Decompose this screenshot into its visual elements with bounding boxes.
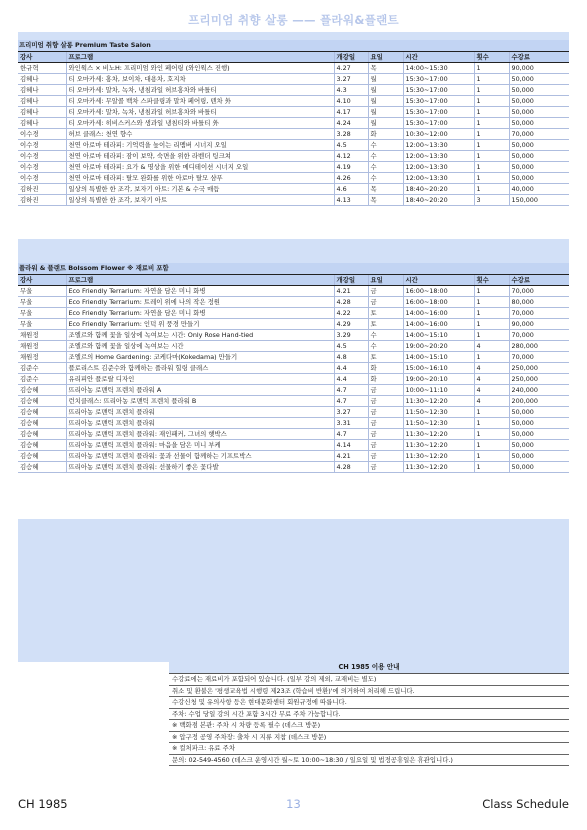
cell-start-date: 4.27	[334, 63, 368, 74]
info-line: ※ 압구정 공영 주차장: 출차 시 지류 지참 (데스크 방문)	[169, 732, 569, 744]
cell-sessions: 1	[474, 74, 509, 85]
cell-sessions: 1	[474, 297, 509, 308]
cell-instructor: 김하진	[18, 195, 66, 206]
table-row	[18, 352, 569, 363]
cell-sessions: 1	[474, 319, 509, 330]
cell-time: 11:30~12:20	[403, 429, 474, 440]
cell-fee: 90,000	[509, 63, 569, 74]
cell-start-date: 4.7	[334, 385, 368, 396]
cell-instructor: 무울	[18, 319, 66, 330]
cell-fee: 50,000	[509, 118, 569, 129]
col-day: 요일	[368, 52, 403, 63]
cell-day: 수	[368, 151, 403, 162]
cell-program: 티 오마카세: 무알콜 백차 스파클링과 말차 페어링, 텐차 外	[66, 96, 334, 107]
col-sessions: 횟수	[474, 275, 509, 286]
cell-instructor: 이수경	[18, 173, 66, 184]
cell-program: Eco Friendly Terrarium: 자연을 담은 미니 화병	[66, 286, 334, 297]
cell-sessions: 1	[474, 407, 509, 418]
cell-instructor: 김승혜	[18, 440, 66, 451]
cell-fee: 50,000	[509, 173, 569, 184]
cell-instructor: 김준수	[18, 363, 66, 374]
cell-time: 15:30~17:00	[403, 96, 474, 107]
cell-sessions: 1	[474, 184, 509, 195]
cell-start-date: 4.19	[334, 162, 368, 173]
cell-instructor: 채원정	[18, 330, 66, 341]
cell-day: 수	[368, 173, 403, 184]
footer-brand: CH 1985	[18, 797, 68, 811]
cell-program: 뜨리아농 로맨틱 프렌치 플라워: 선물하기 좋은 꽃다발	[66, 462, 334, 473]
cell-time: 11:30~12:20	[403, 462, 474, 473]
schedule-table	[18, 274, 569, 473]
cell-program: 플로리스트 김준수와 함께하는 플라워 힐링 클래스	[66, 363, 334, 374]
col-program: 프로그램	[66, 52, 334, 63]
cell-time: 11:30~12:20	[403, 396, 474, 407]
info-line: 취소 및 환불은 '평생교육법 시행령 제23조 (학습비 반환)'에 의거하여 처리해 드립니다.	[169, 686, 569, 698]
cell-day: 금	[368, 396, 403, 407]
cell-fee: 250,000	[509, 363, 569, 374]
table-row	[18, 418, 569, 429]
cell-fee: 50,000	[509, 162, 569, 173]
cell-sessions: 1	[474, 451, 509, 462]
cell-day: 수	[368, 341, 403, 352]
cell-start-date: 4.7	[334, 396, 368, 407]
cell-day: 수	[368, 330, 403, 341]
cell-program: 천연 아로마 테라피: 요가 & 명상을 위한 메디테이션 시너지 오일	[66, 162, 334, 173]
cell-program: 허브 클래스: 천연 향수	[66, 129, 334, 140]
cell-day: 토	[368, 352, 403, 363]
table-row	[18, 173, 569, 184]
table-row	[18, 63, 569, 74]
cell-sessions: 1	[474, 63, 509, 74]
cell-instructor: 김승혜	[18, 385, 66, 396]
cell-fee: 50,000	[509, 440, 569, 451]
cell-sessions: 1	[474, 107, 509, 118]
cell-start-date: 4.4	[334, 363, 368, 374]
cell-start-date: 4.26	[334, 173, 368, 184]
cell-instructor: 김혜나	[18, 85, 66, 96]
table-row	[18, 308, 569, 319]
cell-sessions: 1	[474, 129, 509, 140]
cell-fee: 50,000	[509, 451, 569, 462]
table-row	[18, 319, 569, 330]
cell-sessions: 4	[474, 396, 509, 407]
cell-day: 토	[368, 308, 403, 319]
cell-instructor: 김혜나	[18, 118, 66, 129]
cell-fee: 70,000	[509, 330, 569, 341]
band-top	[18, 32, 569, 40]
cell-instructor: 김승혜	[18, 429, 66, 440]
info-line: ※ 백화점 본관: 주차 시 차량 등록 필수 (데스크 방문)	[169, 720, 569, 732]
cell-start-date: 3.31	[334, 418, 368, 429]
cell-day: 화	[368, 363, 403, 374]
cell-start-date: 4.21	[334, 286, 368, 297]
cell-time: 14:00~16:00	[403, 319, 474, 330]
cell-time: 14:00~15:10	[403, 352, 474, 363]
cell-program: Eco Friendly Terrarium: 트레이 위에 나의 작은 정원	[66, 297, 334, 308]
table-row	[18, 96, 569, 107]
cell-instructor: 무울	[18, 286, 66, 297]
cell-day: 토	[368, 319, 403, 330]
cell-program: 뜨리아농 로맨틱 프렌치 플라워: 꽃과 선물이 함께하는 기프트박스	[66, 451, 334, 462]
col-instructor: 강사	[18, 275, 66, 286]
cell-instructor: 김준수	[18, 374, 66, 385]
cell-instructor: 무울	[18, 297, 66, 308]
cell-instructor: 한규혁	[18, 63, 66, 74]
cell-time: 10:30~12:00	[403, 129, 474, 140]
col-sessions: 횟수	[474, 52, 509, 63]
cell-time: 12:00~13:30	[403, 140, 474, 151]
cell-start-date: 4.10	[334, 96, 368, 107]
table-row	[18, 85, 569, 96]
cell-instructor: 채원정	[18, 352, 66, 363]
cell-instructor: 김승혜	[18, 396, 66, 407]
col-program: 프로그램	[66, 275, 334, 286]
cell-program: Eco Friendly Terrarium: 인덕 위 풍경 만들기	[66, 319, 334, 330]
cell-time: 16:00~18:00	[403, 286, 474, 297]
section-premium-taste-salon	[18, 40, 569, 206]
cell-program: 천연 아로마 테라피: 탈모 완화를 위한 아로마 탈모 샴푸	[66, 173, 334, 184]
cell-time: 11:30~12:20	[403, 440, 474, 451]
cell-day: 월	[368, 74, 403, 85]
cell-start-date: 4.4	[334, 374, 368, 385]
cell-start-date: 4.3	[334, 85, 368, 96]
cell-sessions: 1	[474, 440, 509, 451]
cell-day: 금	[368, 418, 403, 429]
info-line: ※ 컬처파크: 유료 주차	[169, 743, 569, 755]
info-title: CH 1985 이용 안내	[169, 662, 569, 674]
cell-instructor: 채원정	[18, 341, 66, 352]
cell-start-date: 4.21	[334, 451, 368, 462]
cell-fee: 240,000	[509, 385, 569, 396]
cell-time: 15:30~17:00	[403, 74, 474, 85]
cell-day: 목	[368, 184, 403, 195]
cell-program: 뜨리아농 로맨틱 프렌치 플라워	[66, 418, 334, 429]
cell-day: 월	[368, 96, 403, 107]
table-row	[18, 107, 569, 118]
col-day: 요일	[368, 275, 403, 286]
cell-instructor: 김승혜	[18, 462, 66, 473]
cell-instructor: 이수경	[18, 162, 66, 173]
section-title: 프리미엄 취향 살롱 Premium Taste Salon	[19, 41, 151, 49]
col-start-date: 개강일	[334, 52, 368, 63]
cell-instructor: 김승혜	[18, 407, 66, 418]
cell-sessions: 1	[474, 330, 509, 341]
table-row	[18, 297, 569, 308]
cell-fee: 50,000	[509, 429, 569, 440]
cell-sessions: 4	[474, 363, 509, 374]
cell-day: 월	[368, 107, 403, 118]
cell-program: 뜨리아농 로맨틱 프렌치 플라워 A	[66, 385, 334, 396]
cell-start-date: 4.12	[334, 151, 368, 162]
header-row	[18, 52, 569, 63]
cell-fee: 50,000	[509, 96, 569, 107]
cell-sessions: 1	[474, 96, 509, 107]
cell-start-date: 4.8	[334, 352, 368, 363]
col-start-date: 개강일	[334, 275, 368, 286]
table-row	[18, 363, 569, 374]
cell-day: 화	[368, 129, 403, 140]
cell-sessions: 1	[474, 151, 509, 162]
info-line: 문의: 02-549-4560 (데스크 운영시간 월~토 10:00~18:30 / 일요일 및 법정공휴일은 휴관입니다.)	[169, 755, 569, 767]
cell-start-date: 4.22	[334, 308, 368, 319]
table-row	[18, 74, 569, 85]
cell-time: 11:30~12:20	[403, 451, 474, 462]
cell-sessions: 1	[474, 308, 509, 319]
cell-instructor: 김혜나	[18, 74, 66, 85]
cell-time: 12:00~13:30	[403, 151, 474, 162]
cell-day: 금	[368, 385, 403, 396]
cell-start-date: 4.17	[334, 107, 368, 118]
col-instructor: 강사	[18, 52, 66, 63]
cell-fee: 50,000	[509, 74, 569, 85]
cell-program: 조엘르와 함께 꽃을 일상에 녹여보는 시간	[66, 341, 334, 352]
cell-instructor: 김혜나	[18, 96, 66, 107]
cell-fee: 150,000	[509, 195, 569, 206]
cell-time: 14:00~15:10	[403, 330, 474, 341]
cell-sessions: 1	[474, 429, 509, 440]
cell-sessions: 1	[474, 462, 509, 473]
cell-time: 15:30~17:00	[403, 85, 474, 96]
info-line: 수강신청 및 유의사항 등은 현대문화센터 회원규정에 따릅니다.	[169, 697, 569, 709]
cell-sessions: 1	[474, 85, 509, 96]
cell-time: 19:00~20:10	[403, 374, 474, 385]
cell-time: 11:50~12:30	[403, 407, 474, 418]
cell-start-date: 4.7	[334, 429, 368, 440]
table-row	[18, 462, 569, 473]
table-row	[18, 195, 569, 206]
cell-time: 11:50~12:30	[403, 418, 474, 429]
cell-sessions: 1	[474, 418, 509, 429]
cell-start-date: 4.5	[334, 140, 368, 151]
cell-sessions: 1	[474, 162, 509, 173]
cell-instructor: 이수경	[18, 140, 66, 151]
cell-sessions: 4	[474, 385, 509, 396]
cell-time: 15:30~17:00	[403, 107, 474, 118]
cell-time: 18:40~20:20	[403, 195, 474, 206]
cell-program: 천연 아로마 테라피: 잠이 보약, 숙면을 위한 라벤더 팅크쳐	[66, 151, 334, 162]
cell-time: 14:00~15:30	[403, 63, 474, 74]
table-row	[18, 440, 569, 451]
info-line: 주차: 수업 당일 강의 시간 포함 3시간 무료 주차 가능합니다.	[169, 709, 569, 721]
cell-day: 금	[368, 451, 403, 462]
cell-fee: 50,000	[509, 151, 569, 162]
cell-time: 19:00~20:20	[403, 341, 474, 352]
cell-program: 유리피안 플로랄 디자인	[66, 374, 334, 385]
cell-fee: 90,000	[509, 319, 569, 330]
col-time: 시간	[403, 275, 474, 286]
band-bottom	[18, 519, 569, 662]
cell-day: 목	[368, 195, 403, 206]
table-row	[18, 407, 569, 418]
cell-instructor: 무울	[18, 308, 66, 319]
cell-day: 화	[368, 374, 403, 385]
cell-sessions: 1	[474, 140, 509, 151]
footer-title: Class Schedule	[482, 797, 569, 811]
cell-fee: 70,000	[509, 308, 569, 319]
cell-instructor: 김혜나	[18, 107, 66, 118]
cell-day: 수	[368, 162, 403, 173]
cell-fee: 40,000	[509, 184, 569, 195]
cell-start-date: 4.13	[334, 195, 368, 206]
cell-program: 일상의 특별한 한 조각, 보자기 아트: 기본 & 수국 매듭	[66, 184, 334, 195]
cell-fee: 70,000	[509, 352, 569, 363]
cell-sessions: 1	[474, 173, 509, 184]
cell-fee: 50,000	[509, 107, 569, 118]
cell-fee: 50,000	[509, 85, 569, 96]
cell-time: 10:00~11:10	[403, 385, 474, 396]
cell-time: 18:40~20:20	[403, 184, 474, 195]
cell-program: 뜨리아농 로맨틱 프렌치 플라워	[66, 407, 334, 418]
cell-sessions: 1	[474, 118, 509, 129]
cell-fee: 50,000	[509, 418, 569, 429]
cell-start-date: 3.28	[334, 129, 368, 140]
table-row	[18, 330, 569, 341]
table-row	[18, 140, 569, 151]
table-row	[18, 451, 569, 462]
usage-info-box	[169, 662, 569, 766]
cell-start-date: 4.6	[334, 184, 368, 195]
band-middle	[18, 239, 569, 263]
page-title: 프리미엄 취향 살롱 —— 플라워&플랜트	[188, 13, 399, 27]
cell-time: 15:00~16:10	[403, 363, 474, 374]
cell-instructor: 김승혜	[18, 451, 66, 462]
cell-fee: 50,000	[509, 407, 569, 418]
cell-time: 12:00~13:30	[403, 162, 474, 173]
cell-program: 티 오마카세: 말차, 녹차, 냉침과일 허브홍차와 바틀티	[66, 107, 334, 118]
table-row	[18, 374, 569, 385]
cell-program: 일상의 특별한 한 조각, 보자기 아트	[66, 195, 334, 206]
col-fee: 수강료	[509, 275, 569, 286]
cell-fee: 50,000	[509, 140, 569, 151]
info-lines	[169, 674, 569, 766]
cell-day: 수	[368, 140, 403, 151]
cell-sessions: 1	[474, 286, 509, 297]
cell-fee: 80,000	[509, 297, 569, 308]
cell-start-date: 4.14	[334, 440, 368, 451]
cell-program: 티 오마카세: 히비스커스와 생과일 냉침티와 바틀티 外	[66, 118, 334, 129]
cell-day: 금	[368, 297, 403, 308]
cell-time: 14:00~16:00	[403, 308, 474, 319]
page-number: 13	[286, 797, 301, 811]
cell-program: 티 오마카세: 말차, 녹차, 냉침과일 허브홍차와 바틀티	[66, 85, 334, 96]
cell-instructor: 김승혜	[18, 418, 66, 429]
cell-day: 금	[368, 407, 403, 418]
cell-day: 월	[368, 118, 403, 129]
col-fee: 수강료	[509, 52, 569, 63]
section-flower-plant	[18, 263, 569, 473]
table-row	[18, 184, 569, 195]
table-row	[18, 162, 569, 173]
header-row	[18, 275, 569, 286]
section-title: 플라워 & 플랜트 Bolssom Flower ※ 재료비 포함	[19, 264, 169, 272]
table-row	[18, 385, 569, 396]
cell-sessions: 1	[474, 352, 509, 363]
cell-sessions: 4	[474, 341, 509, 352]
cell-sessions: 3	[474, 195, 509, 206]
cell-start-date: 4.29	[334, 319, 368, 330]
cell-program: 런치클래스: 뜨리아농 로맨틱 프렌치 플라워 B	[66, 396, 334, 407]
cell-time: 15:30~17:00	[403, 118, 474, 129]
cell-fee: 200,000	[509, 396, 569, 407]
cell-start-date: 4.28	[334, 297, 368, 308]
cell-sessions: 4	[474, 374, 509, 385]
cell-program: 와인웍스 × 비노H: 프리미엄 와인 페어링 (와인웍스 진행)	[66, 63, 334, 74]
cell-day: 목	[368, 63, 403, 74]
cell-program: 뜨리아농 로맨틱 프렌치 플라워: 재인패커, 그녀의 햇박스	[66, 429, 334, 440]
table-row	[18, 429, 569, 440]
schedule-table	[18, 51, 569, 206]
cell-program: 조엘르와 함께 꽃을 일상에 녹여보는 시간: Only Rose Hand-tied	[66, 330, 334, 341]
cell-instructor: 김하진	[18, 184, 66, 195]
cell-fee: 70,000	[509, 129, 569, 140]
cell-program: 뜨리아농 로맨틱 프렌치 플라워: 마음을 담은 미니 부케	[66, 440, 334, 451]
cell-start-date: 4.5	[334, 341, 368, 352]
cell-fee: 280,000	[509, 341, 569, 352]
cell-time: 12:00~13:30	[403, 173, 474, 184]
cell-program: 조엘르의 Home Gardening: 코케다마(Kokedama) 만들기	[66, 352, 334, 363]
table-row	[18, 129, 569, 140]
cell-fee: 70,000	[509, 286, 569, 297]
table-row	[18, 396, 569, 407]
cell-day: 금	[368, 429, 403, 440]
table-row	[18, 286, 569, 297]
cell-program: Eco Friendly Terrarium: 자연을 담은 미니 화병	[66, 308, 334, 319]
cell-fee: 250,000	[509, 374, 569, 385]
cell-start-date: 3.27	[334, 74, 368, 85]
table-row	[18, 341, 569, 352]
cell-program: 티 오마카세: 홍차, 보이차, 대용차, 호지차	[66, 74, 334, 85]
cell-day: 금	[368, 462, 403, 473]
table-row	[18, 118, 569, 129]
cell-fee: 50,000	[509, 462, 569, 473]
cell-instructor: 이수경	[18, 129, 66, 140]
cell-start-date: 4.28	[334, 462, 368, 473]
cell-start-date: 3.29	[334, 330, 368, 341]
cell-instructor: 이수경	[18, 151, 66, 162]
table-row	[18, 151, 569, 162]
col-time: 시간	[403, 52, 474, 63]
cell-start-date: 4.24	[334, 118, 368, 129]
cell-program: 천연 아로마 테라피: 기억력을 높이는 리멤버 시너지 오일	[66, 140, 334, 151]
cell-time: 16:00~18:00	[403, 297, 474, 308]
cell-day: 금	[368, 440, 403, 451]
cell-day: 금	[368, 286, 403, 297]
cell-start-date: 3.27	[334, 407, 368, 418]
cell-day: 월	[368, 85, 403, 96]
info-line: 수강료에는 재료비가 포함되어 있습니다. (일부 강의 제외, 교재비는 별도)	[169, 674, 569, 686]
